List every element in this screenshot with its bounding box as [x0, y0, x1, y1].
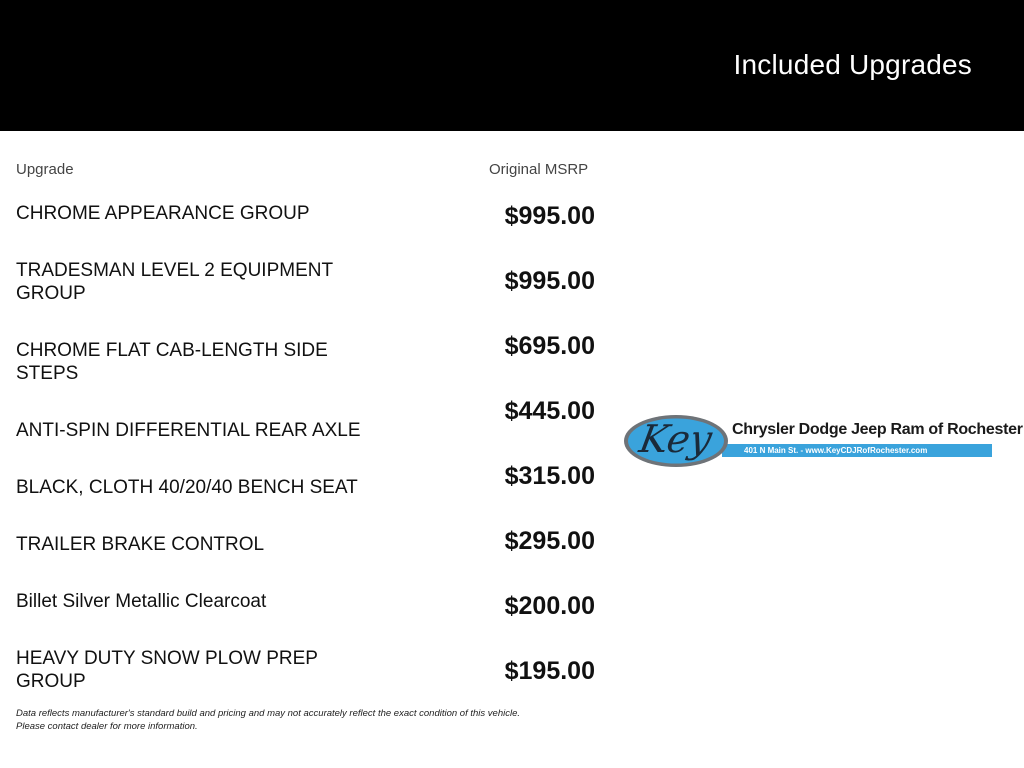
- upgrade-price: $995.00: [504, 202, 595, 230]
- disclaimer-line-2: Please contact dealer for more information.: [16, 720, 198, 732]
- upgrade-name: Billet Silver Metallic Clearcoat: [16, 591, 267, 612]
- upgrade-price: $995.00: [504, 267, 595, 295]
- upgrade-name: BLACK, CLOTH 40/20/40 BENCH SEAT: [16, 477, 358, 498]
- logo-key-text: Key: [636, 417, 716, 461]
- upgrade-price: $195.00: [504, 657, 595, 685]
- upgrade-price: $695.00: [504, 332, 595, 360]
- upgrade-name: ANTI-SPIN DIFFERENTIAL REAR AXLE: [16, 420, 361, 441]
- logo-dealer-name: Chrysler Dodge Jeep Ram of Rochester: [732, 421, 1023, 438]
- disclaimer: [16, 708, 616, 733]
- column-header-msrp: Original MSRP: [489, 161, 589, 178]
- upgrade-name: CHROME FLAT CAB-LENGTH SIDE STEPS: [16, 340, 328, 384]
- page-title: Included Upgrades: [733, 49, 972, 80]
- upgrade-price: $295.00: [504, 527, 595, 555]
- dealer-logo: [622, 413, 1023, 469]
- upgrade-price: $200.00: [504, 592, 595, 620]
- upgrade-name: HEAVY DUTY SNOW PLOW PREP GROUP: [16, 648, 318, 692]
- upgrade-price: $445.00: [504, 397, 595, 425]
- logo-address: 401 N Main St. - www.KeyCDJRofRochester.com: [744, 446, 928, 455]
- header-bar: [0, 0, 1024, 131]
- upgrade-name: CHROME APPEARANCE GROUP: [16, 203, 310, 224]
- disclaimer-line-1: Data reflects manufacturer's standard build and pricing and may not accurately reflect the exact condition of this vehicle.: [16, 708, 520, 719]
- upgrade-price: $315.00: [504, 462, 595, 490]
- upgrade-name: TRADESMAN LEVEL 2 EQUIPMENT GROUP: [16, 260, 333, 304]
- upgrade-name: TRAILER BRAKE CONTROL: [16, 534, 265, 555]
- column-header-upgrade: Upgrade: [16, 161, 74, 178]
